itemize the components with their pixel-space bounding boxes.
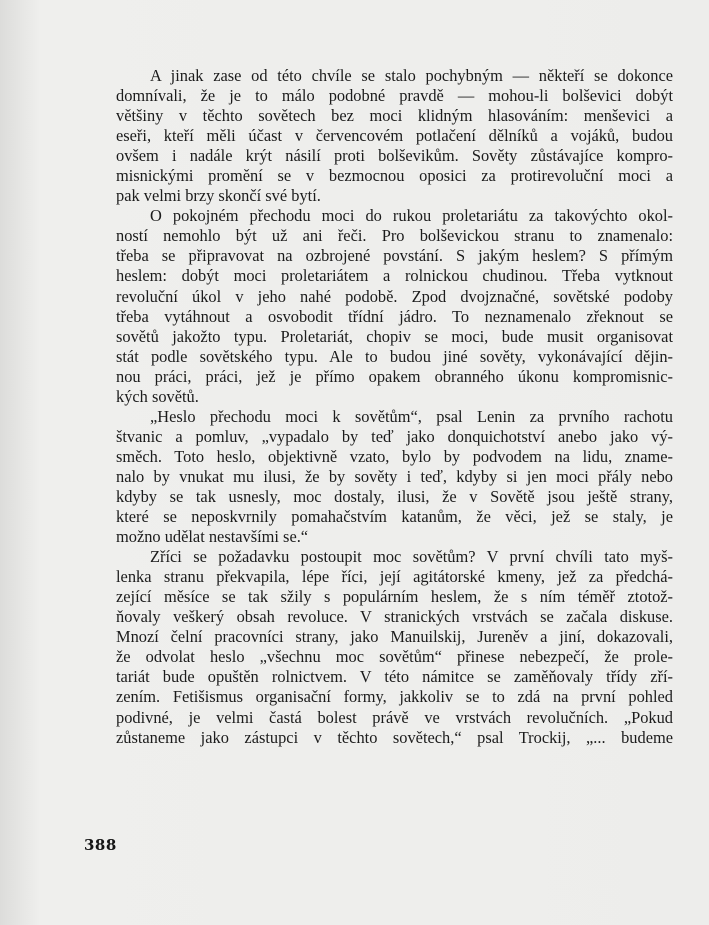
text-line: podivné, je velmi častá bolest právě ve vrstvách revolučních. „Pokud: [116, 707, 673, 727]
text-line: domnívali, že je to málo podobné pravdě — mohou-li bolševici dobýt: [116, 86, 673, 106]
paragraph-1: [116, 66, 673, 206]
text-line: revoluční úkol v jeho nahé podobě. Zpod dvojznačné, sovětské podoby: [116, 286, 673, 306]
text-line: A jinak zase od této chvíle se stalo pochybným — někteří se dokonce: [150, 66, 673, 85]
text-line: ňovaly veškerý obsah revoluce. V stranických vrstvách se začala diskuse.: [116, 607, 673, 627]
page-number: 388: [84, 836, 117, 854]
text-line: misnickými promění se v bezmocnou oposici za protirevoluční moci a: [116, 166, 673, 186]
page-body-text: [116, 66, 673, 748]
text-line: sovětů jakožto typu. Proletariát, chopiv se moci, bude musit organisovat: [116, 326, 673, 346]
text-line: směch. Toto heslo, objektivně vzato, bylo by podvodem na lidu, zname-: [116, 446, 673, 466]
text-line: stát podle sovětského typu. Ale to budou jiné sověty, vykonávající dějin-: [116, 346, 673, 366]
text-line: lenka stranu překvapila, lépe říci, její agitátorské kmeny, jež za předchá-: [116, 567, 673, 587]
text-line: zející měsíce se tak sžily s populárním heslem, že s ním téměř ztotož-: [116, 587, 673, 607]
paragraph-4: [116, 547, 673, 747]
text-line: eseři, kteří měli účast v červencovém potlačení dělníků a vojáků, budou: [116, 126, 673, 146]
text-line: kdyby se tak usnesly, moc dostaly, ilusi, že v Sovětě jsou ještě strany,: [116, 486, 673, 506]
text-line: „Heslo přechodu moci k sovětům“, psal Lenin za prvního rachotu: [150, 406, 673, 426]
text-line: zením. Fetišismus organisační formy, jakkoliv se to zdá na první pohled: [116, 687, 673, 707]
text-line: tariát bude opuštěn rolnictvem. V této námitce se zaměňovaly třídy zří-: [116, 667, 673, 687]
text-line: Mnozí čelní pracovníci strany, jako Manuilskij, Jureněv a jiní, dokazovali,: [116, 627, 673, 647]
text-line: kých sovětů.: [116, 386, 199, 406]
text-line: třeba se připravovat na ozbrojené povstání. S jakým heslem? S přímým: [116, 246, 673, 266]
text-line: většiny v těchto sovětech bez moci klidným hlasováním: menševici a: [116, 106, 673, 126]
text-line: štvanic a pomluv, „vypadalo by teď jako donquichotství anebo jako vý-: [116, 426, 673, 446]
text-line: Zříci se požadavku postoupit moc sovětům? V první chvíli tato myš-: [150, 547, 673, 567]
text-line: třeba vytáhnout a osvobodit třídní jádro. To neznamenalo zřeknout se: [116, 306, 673, 326]
text-line: možno udělat nestavšími se.“: [116, 527, 309, 547]
text-line: pak velmi brzy skončí své bytí.: [116, 186, 321, 206]
text-line: které se neposkvrnily pomahačstvím katanům, že věci, jež se staly, je: [116, 507, 673, 527]
text-line: že odvolat heslo „všechnu moc sovětům“ přinese nebezpečí, že prole-: [116, 647, 673, 667]
text-line: ovšem i nadále krýt násilí proti bolševikům. Sověty zůstávajíce kompro-: [116, 146, 673, 166]
text-line: nalo by vnukat mu ilusi, že by sověty i teď, kdyby si jen moci přály nebo: [116, 466, 673, 486]
text-line: heslem: dobýt moci proletariátem a rolnickou chudinou. Třeba vytknout: [116, 266, 673, 286]
text-line: O pokojném přechodu moci do rukou proletariátu za takovýchto okol-: [150, 206, 673, 226]
text-line: nou práci, práci, jež je přímo opakem obranného úkonu kompromisnic-: [116, 366, 673, 386]
paragraph-2: [116, 206, 673, 406]
text-line: zůstaneme jako zástupci v těchto sovětech,“ psal Trockij, „... budeme: [116, 727, 673, 747]
text-line: ností nemohlo být už ani řeči. Pro bolševickou stranu to znamenalo:: [116, 226, 673, 246]
paragraph-3: [116, 407, 673, 547]
